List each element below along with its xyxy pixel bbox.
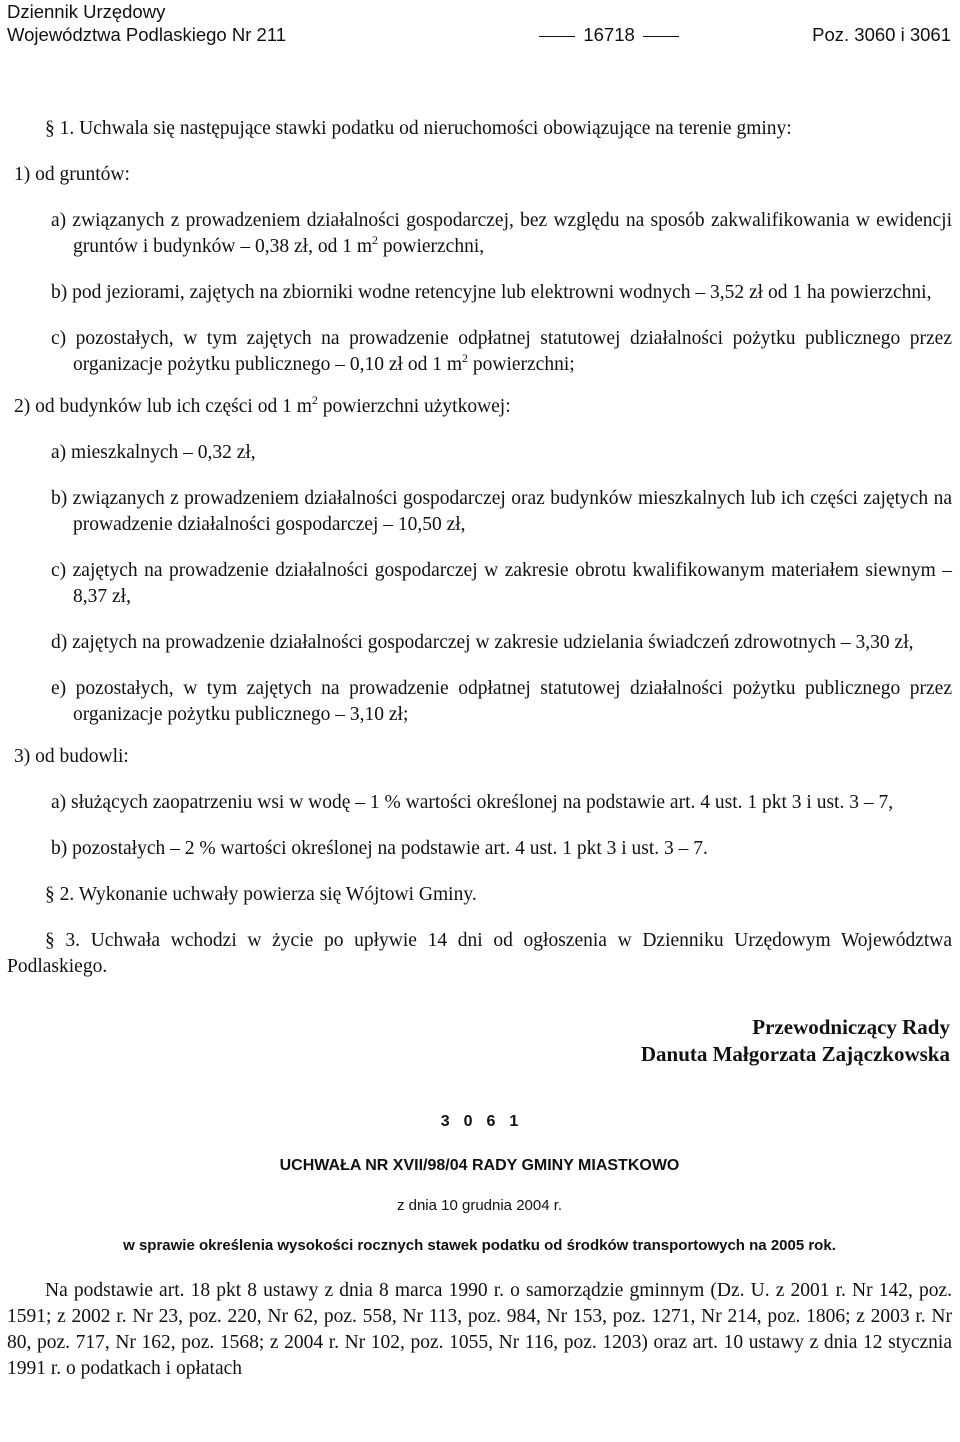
item-1-label: 1) od gruntów: xyxy=(14,164,130,185)
header-row xyxy=(7,23,951,46)
item-3b: b) pozostałych – 2 % wartości określonej na podstawie art. 4 ust. 1 pkt 3 i ust. 3 – 7. xyxy=(51,838,708,859)
signature-name: Danuta Małgorzata Zajączkowska xyxy=(640,1042,950,1066)
page-header xyxy=(7,0,951,46)
act-subject: w sprawie określenia wysokości rocznych stawek podatku od środków transportowych na 2005 rok. xyxy=(123,1237,836,1254)
section-2 xyxy=(7,882,952,908)
item-2-label-text: 2) od budynków lub ich części od 1 m xyxy=(14,396,312,417)
item-2c: c) zajętych na prowadzenie działalności gospodarczej w zakresie obrotu kwalifikowanym materiałem siewnym – 8,37 zł, xyxy=(51,560,952,607)
signature-block xyxy=(7,1014,952,1068)
item-1c-text: c) pozostałych, w tym zajętych na prowadzenie odpłatnej statutowej działalności pożytku publicznego przez organizacje pożytku publicznego – 0,10 zł od 1 m xyxy=(51,328,952,375)
superscript: 2 xyxy=(311,393,318,407)
item-1a-tail: powierzchni, xyxy=(377,236,485,257)
item-2d: d) zajętych na prowadzenie działalności gospodarczej w zakresie udzielania świadczeń zdrowotnych – 3,30 zł, xyxy=(51,632,914,653)
section-1-intro xyxy=(7,116,952,142)
item-2-label-tail: powierzchni użytkowej: xyxy=(317,396,511,417)
section-1-text: 1. Uchwala się następujące stawki podatku od nieruchomości obowiązujące na terenie gminy: xyxy=(59,118,792,139)
signature-role: Przewodniczący Rady xyxy=(752,1015,950,1039)
item-2a: a) mieszkalnych – 0,32 zł, xyxy=(51,442,256,463)
item-1a xyxy=(7,208,952,260)
superscript: 2 xyxy=(462,351,468,365)
item-1c xyxy=(7,326,952,378)
item-1a-text: a) związanych z prowadzeniem działalności gospodarczej, bez względu na sposób zakwalifikowania w ewidencji gruntów i budynków – 0,38 zł, od 1 m xyxy=(51,210,952,257)
section-3 xyxy=(7,928,952,980)
superscript: 2 xyxy=(371,233,378,247)
item-1c-tail: powierzchni; xyxy=(468,354,575,375)
item-2e: e) pozostałych, w tym zajętych na prowadzenie odpłatnej statutowej działalności pożytku publicznego przez organizacje pożytku publicznego – 3,10 zł; xyxy=(51,678,952,725)
document-body xyxy=(7,116,952,1382)
position-reference: Poz. 3060 i 3061 xyxy=(812,24,951,45)
act-title: UCHWAŁA NR XVII/98/04 RADY GMINY MIASTKOWO xyxy=(279,1157,680,1174)
item-3a: a) służących zaopatrzeniu wsi w wodę – 1 % wartości określonej na podstawie art. 4 ust. 1 pkt 3 i ust. 3 – 7, xyxy=(51,792,894,813)
journal-name: Dziennik Urzędowy xyxy=(7,1,166,22)
section-symbol: § xyxy=(45,930,55,951)
legal-basis: Na podstawie art. 18 pkt 8 ustawy z dnia 8 marca 1990 r. o samorządzie gminnym (Dz. U. z 2001 r. Nr 142, poz. 1591; z 2002 r. Nr 23, poz. 220, Nr 62, poz. 558, Nr 113, poz. 984, Nr 153, poz. 1271, Nr 214, poz. 1806; z 2003 r. Nr 80, poz. 717, Nr 162, poz. 1568; z 2004 r. Nr 102, poz. 1055, Nr 116, poz. 1203) oraz art. 10 ustawy z dnia 12 stycznia 1991 r. o podatkach i opłatach xyxy=(7,1280,952,1379)
item-2-label xyxy=(7,394,952,420)
page-number: 16718 xyxy=(411,23,686,46)
section-3-text: 3. Uchwała wchodzi w życie po upływie 14 dni od ogłoszenia w Dzienniku Urzędowym Województwa Podlaskiego. xyxy=(7,930,952,977)
act-date: z dnia 10 grudnia 2004 r. xyxy=(396,1197,563,1214)
section-2-text: 2. Wykonanie uchwały powierza się Wójtowi Gminy. xyxy=(59,884,477,905)
item-3-label: 3) od budowli: xyxy=(14,746,129,767)
section-symbol: § xyxy=(45,884,55,905)
section-symbol: § xyxy=(45,118,55,139)
item-1b: b) pod jeziorami, zajętych na zbiorniki wodne retencyjne lub elektrowni wodnych – 3,52 zł od 1 ha powierzchni, xyxy=(51,282,932,303)
item-2b: b) związanych z prowadzeniem działalności gospodarczej oraz budynków mieszkalnych lub ich części zajętych na prowadzenie działalności gospodarczej – 10,50 zł, xyxy=(51,488,952,535)
journal-voivodeship: Województwa Podlaskiego Nr 211 xyxy=(7,24,287,45)
act-number: 3061 xyxy=(440,1113,533,1130)
